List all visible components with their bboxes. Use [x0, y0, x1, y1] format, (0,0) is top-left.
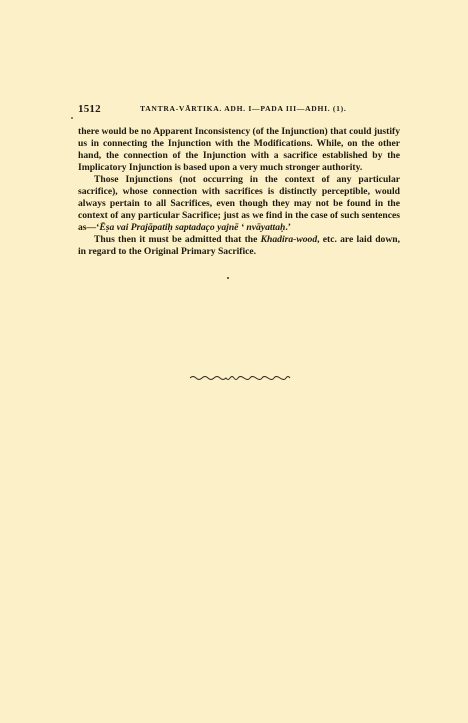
- running-title: TANTRA-VĀRTIKA. ADH. I—PADA III—ADHI. (1).: [140, 104, 347, 113]
- ink-speck: [71, 117, 73, 119]
- paragraph-2: [78, 174, 400, 234]
- ink-dot: [227, 277, 229, 279]
- body-text: [78, 126, 400, 258]
- paragraph-3: [78, 234, 400, 258]
- sanskrit-quote: Ēṣa vai Prajāpatiḥ saptadaço yajnē ‘ nvāyattaḥ: [99, 222, 286, 233]
- paragraph-2-text: Those Injunctions (not occurring in the context of any particular sacrifice), whose connection with sacrifices is distinctly perceptible, would always pertain to all Sacrifices, even though they may not be found in the context of any particular Sacrifice; just as we find in the case of such sentences as—‘: [78, 174, 400, 233]
- paragraph-3-end: , etc. are laid down, in regard to the Original Primary Sacrifice.: [78, 234, 400, 257]
- page-header: [78, 103, 402, 119]
- paragraph-3-text: Thus then it must be admitted that the: [94, 234, 261, 245]
- paragraph-1-text: there would be no Apparent Inconsistency (of the Injunction) that could justify us in connecting the Injunction with the Modifications. While, on the other hand, the connection of the Injunction with a sacrifice established by the Implicatory Injunction is based upon a very much stronger authority.: [78, 126, 400, 173]
- section-end-ornament: [188, 373, 292, 383]
- page-number: 1512: [78, 103, 101, 115]
- khadira-wood-term: Khadira-wood: [260, 234, 318, 245]
- paragraph-2-end: .’: [285, 222, 291, 233]
- paragraph-1: [78, 126, 400, 174]
